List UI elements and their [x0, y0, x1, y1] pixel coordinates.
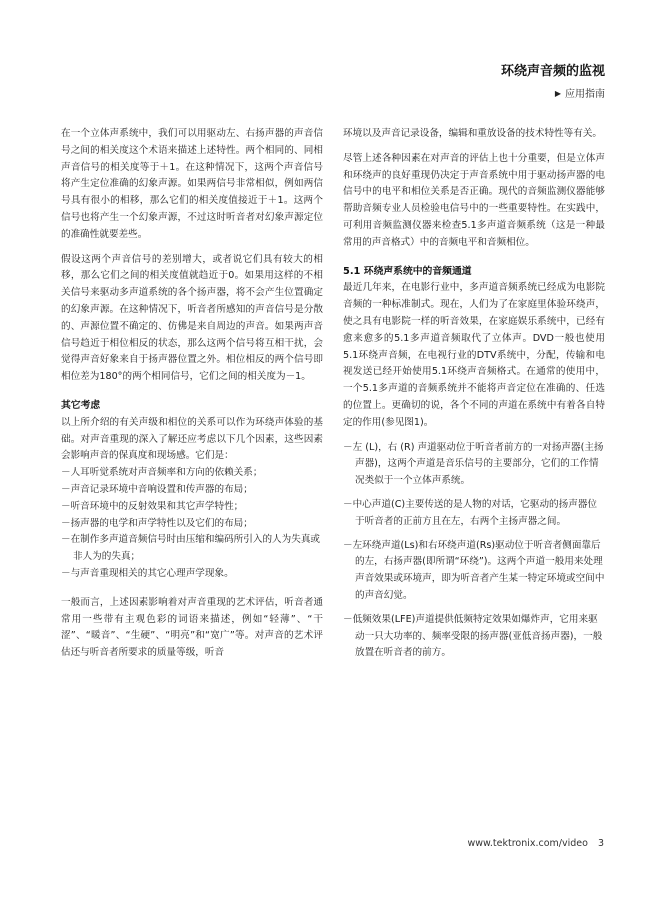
- list-item: －中心声道(C)主要传送的是人物的对话，它驱动的扬声器位于听音者的正前方且在左，右两个主扬声器之间。: [343, 498, 598, 527]
- list-item: －听音环境中的反射效果和其它声学特性；: [61, 500, 244, 512]
- document-title: 环绕声音频的监视: [500, 64, 605, 79]
- list-item: －声音记录环境中音响设置和传声器的布局；: [61, 483, 253, 495]
- document-subtitle: [501, 87, 605, 102]
- page-header: [501, 62, 605, 102]
- list-item: －左 (L)，右 (R) 声道驱动位于听音者前方的一对扬声器(主扬声器)，这两个声道是音乐信号的主要部分，它们的工作情况类似于一个立体声系统。: [343, 441, 604, 487]
- footer-url: www.tektronix.com/video: [467, 838, 588, 849]
- section-heading-other-considerations: 其它考虑: [61, 399, 101, 411]
- list-item: －与声音重现相关的其它心理声学现象。: [61, 567, 234, 579]
- channels-list: [343, 440, 605, 663]
- right-paragraph-1: 环境以及声音记录设备，编辑和重放设备的技术特性等有关。: [343, 128, 603, 139]
- right-paragraph-2: 尽管上述各种因素在对声音的评估上也十分重要，但是立体声和环绕声的良好重现仍决定于声音系统中用于驱动扬声器的电信号中的电平和相位关系是否正确。现代的音频监测仪器能够帮助音频专业人员检验电信号中的一些重要特性。在实践中，可利用音频监测仪器来检查5.1多声道音频系统（这是一种最常用的声音格式）中的音频电平和音频相位。: [343, 152, 605, 248]
- left-paragraph-2: 假设这两个声音信号的差别增大，或者说它们具有较大的相移，那么它们之间的相关度值就趋近于0。如果用这样的不相关信号来驱动多声道系统的各个扬声器，将不会产生位置确定的幻象声源。在这种情况下，听音者所感知的声音信号是分散的、声源位置不确定的、仿佛是来自周边的声音。如果两声音信号趋近于相位相反的状态，那么这两个信号将互相干扰，会觉得声音好象来自于扬声器位置之外。相位相反的两个信号即相位差为180°的两个相同信号，它们之间的相关度为－1。: [61, 253, 323, 383]
- list-item: －人耳听觉系统对声音频率和方向的依赖关系；: [61, 467, 263, 479]
- section-heading-audio-channels: 5.1 环绕声系统中的音频通道: [343, 265, 472, 277]
- subtitle-text: 应用指南: [565, 89, 605, 100]
- left-paragraph-1: 在一个立体声系统中，我们可以用驱动左、右扬声器的声音信号之间的相关度这个术语来描述上述特性。两个相同的、同相声音信号的相关度等于＋1。在这种情况下，这两个声音信号将产生定位准确的幻象声源。如果两信号非常相似，例如两信号具有很小的相移，那么它们的相关度值接近于＋1。这两个信号也将产生一个幻象声源，不过这时听音者对幻象声源定位的准确性就要差些。: [61, 128, 323, 240]
- factors-list: [61, 465, 323, 583]
- list-item: －低频效果(LFE)声道提供低频特定效果如爆炸声，它用来驱动一只大功率的、频率受限的扬声器(亚低音扬声器)，一般放置在听音者的前方。: [343, 613, 603, 659]
- left-paragraph-3: 以上所介绍的有关声级和相位的关系可以作为环绕声体验的基础。对声音重现的深入了解还应考虑以下几个因素，这些因素会影响声音的保真度和现场感。它们是：: [61, 416, 323, 462]
- page-footer: [467, 838, 604, 849]
- list-item: －扬声器的电学和声学特性以及它们的布局；: [61, 517, 253, 529]
- right-column: [343, 126, 605, 669]
- left-paragraph-4: 一般而言，上述因素影响着对声音重现的艺术评估，听音者通常用一些带有主观色彩的词语来描述，例如“轻薄”、“干涩”、“暖音”、“生硬”、“明亮”和“宽广”等。对声音的艺术评估还与听音者所要求的质量等级，听音: [61, 596, 323, 659]
- triangle-right-icon: ▶: [554, 89, 561, 98]
- list-item: －左环绕声道(Ls)和右环绕声道(Rs)驱动位于听音者侧面靠后的左，右扬声器(即所谓“环绕”)。这两个声道一般用来处理声音效果或环境声，即为听音者产生某一特定环境或空间中的声音幻觉。: [343, 539, 605, 601]
- page-number: 3: [597, 838, 604, 849]
- right-paragraph-3: 最近几年来，在电影行业中，多声道音频系统已经成为电影院音频的一种标准制式。现在，人们为了在家庭里体验环绕声，使之具有电影院一样的听音效果，在家庭娱乐系统中，已经有愈来愈多的5.1多声道音频取代了立体声。DVD一般也使用5.1环绕声音频，在电视行业的DTV系统中，分配，传输和电视发送已经开始使用5.1环绕声音频格式。在通常的使用中，一个5.1多声道的音频系统并不能将声音定位在准确的、任选的位置上。更确切的说，各个不同的声道在系统中有着各自特定的作用(参见图1)。: [343, 282, 605, 428]
- left-column: [61, 126, 323, 670]
- list-item: －在制作多声道音频信号时由压缩和编码所引入的人为失真或非人为的失真；: [61, 534, 321, 563]
